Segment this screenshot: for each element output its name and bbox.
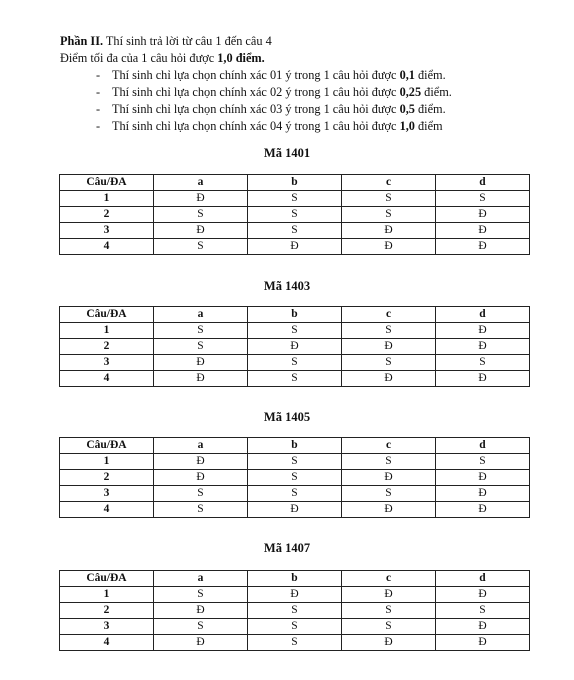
answer-cell: Đ: [342, 502, 436, 518]
column-header-option: a: [154, 175, 248, 191]
table-row: [60, 635, 530, 651]
table-row: [60, 323, 530, 339]
answer-cell: Đ: [436, 323, 530, 339]
answer-cell: Đ: [436, 339, 530, 355]
table-row: [60, 355, 530, 371]
answer-cell: S: [248, 223, 342, 239]
answer-cell: Đ: [248, 587, 342, 603]
table-header-row: [60, 438, 530, 454]
question-number-cell: 4: [60, 502, 154, 518]
answer-cell: Đ: [436, 587, 530, 603]
column-header-option: b: [248, 438, 342, 454]
answer-cell: Đ: [154, 355, 248, 371]
scoring-rule-text: Thí sinh chỉ lựa chọn chính xác 03 ý trong 1 câu hỏi được: [112, 102, 400, 116]
question-number-cell: 2: [60, 603, 154, 619]
table-row: [60, 371, 530, 387]
question-number-cell: 4: [60, 371, 154, 387]
scoring-rule-suffix: điểm.: [414, 102, 446, 116]
table-header-row: [60, 307, 530, 323]
question-number-cell: 1: [60, 454, 154, 470]
column-header-option: b: [248, 571, 342, 587]
answer-cell: S: [248, 635, 342, 651]
section-heading-label: Phần II.: [60, 34, 104, 48]
table-row: [60, 339, 530, 355]
answer-cell: Đ: [436, 239, 530, 255]
exam-code-title: Mã 1405: [263, 410, 311, 424]
answer-cell: Đ: [436, 470, 530, 486]
answer-cell: S: [154, 207, 248, 223]
max-score-line: [60, 50, 540, 67]
answer-cell: S: [154, 619, 248, 635]
question-number-cell: 2: [60, 470, 154, 486]
scoring-rule-score: 0,1: [399, 68, 415, 82]
question-number-cell: 1: [60, 191, 154, 207]
question-number-cell: 1: [60, 587, 154, 603]
column-header-option: c: [342, 175, 436, 191]
table-row: [60, 239, 530, 255]
exam-code-title: Mã 1403: [263, 279, 311, 293]
answer-cell: S: [248, 454, 342, 470]
column-header-option: d: [436, 438, 530, 454]
table-row: [60, 223, 530, 239]
scoring-rule-score: 1,0: [399, 119, 415, 133]
answer-cell: Đ: [436, 371, 530, 387]
answer-cell: Đ: [154, 191, 248, 207]
answer-cell: Đ: [436, 223, 530, 239]
answer-cell: Đ: [436, 207, 530, 223]
answer-cell: S: [342, 323, 436, 339]
column-header-option: c: [342, 438, 436, 454]
answer-cell: Đ: [154, 371, 248, 387]
answer-cell: S: [436, 355, 530, 371]
answer-cell: S: [342, 603, 436, 619]
answer-cell: S: [436, 191, 530, 207]
exam-code-title: Mã 1407: [263, 541, 311, 555]
answer-cell: S: [436, 603, 530, 619]
answer-cell: S: [342, 486, 436, 502]
column-header-option: a: [154, 571, 248, 587]
table-row: [60, 603, 530, 619]
scoring-rule-score: 0,5: [399, 102, 415, 116]
section-heading-text: Thí sinh trả lời từ câu 1 đến câu 4: [103, 34, 272, 48]
answer-cell: Đ: [342, 470, 436, 486]
column-header-option: c: [342, 307, 436, 323]
max-score-value: 1,0 điểm.: [217, 51, 265, 65]
column-header-option: b: [248, 307, 342, 323]
answer-cell: Đ: [248, 239, 342, 255]
answer-cell: Đ: [342, 339, 436, 355]
question-number-cell: 3: [60, 486, 154, 502]
answer-cell: Đ: [342, 223, 436, 239]
question-number-cell: 2: [60, 207, 154, 223]
question-number-cell: 4: [60, 239, 154, 255]
column-header-option: d: [436, 307, 530, 323]
answer-cell: S: [342, 191, 436, 207]
answer-cell: Đ: [342, 635, 436, 651]
answer-cell: Đ: [154, 470, 248, 486]
table-row: [60, 486, 530, 502]
answer-cell: Đ: [436, 635, 530, 651]
answer-cell: S: [248, 619, 342, 635]
answer-cell: Đ: [154, 454, 248, 470]
answer-cell: Đ: [154, 635, 248, 651]
answer-cell: S: [248, 355, 342, 371]
exam-code-title: Mã 1401: [263, 146, 311, 160]
answer-cell: S: [248, 603, 342, 619]
answer-cell: Đ: [342, 371, 436, 387]
column-header-option: a: [154, 307, 248, 323]
column-header-question: Câu/ĐA: [60, 175, 154, 191]
answer-cell: S: [154, 239, 248, 255]
answer-cell: Đ: [342, 239, 436, 255]
answer-cell: S: [342, 454, 436, 470]
answer-cell: Đ: [436, 502, 530, 518]
answer-cell: S: [248, 371, 342, 387]
scoring-rule: [60, 118, 540, 135]
scoring-rule-suffix: điểm: [414, 119, 443, 133]
answer-table: [59, 306, 530, 387]
scoring-rule-text: Thí sinh chỉ lựa chọn chính xác 04 ý trong 1 câu hỏi được: [112, 119, 400, 133]
table-header-row: [60, 571, 530, 587]
scoring-rule: [60, 84, 540, 101]
answer-cell: S: [154, 339, 248, 355]
column-header-option: d: [436, 175, 530, 191]
column-header-option: d: [436, 571, 530, 587]
column-header-option: a: [154, 438, 248, 454]
scoring-rule-suffix: điểm.: [421, 85, 452, 99]
question-number-cell: 4: [60, 635, 154, 651]
answer-cell: S: [248, 191, 342, 207]
scoring-rule: [60, 67, 540, 84]
column-header-option: c: [342, 571, 436, 587]
table-row: [60, 454, 530, 470]
column-header-question: Câu/ĐA: [60, 307, 154, 323]
answer-cell: Đ: [154, 603, 248, 619]
table-row: [60, 502, 530, 518]
answer-cell: S: [248, 470, 342, 486]
max-score-prefix: Điểm tối đa của 1 câu hỏi được: [60, 51, 218, 65]
scoring-rule: [60, 101, 540, 118]
table-row: [60, 470, 530, 486]
answer-cell: S: [342, 355, 436, 371]
table-header-row: [60, 175, 530, 191]
table-row: [60, 587, 530, 603]
answer-cell: S: [154, 587, 248, 603]
answer-table: [59, 570, 530, 651]
scoring-rule-text: Thí sinh chỉ lựa chọn chính xác 02 ý trong 1 câu hỏi được: [112, 85, 400, 99]
scoring-rule-text: Thí sinh chỉ lựa chọn chính xác 01 ý trong 1 câu hỏi được: [112, 68, 400, 82]
question-number-cell: 3: [60, 223, 154, 239]
column-header-option: b: [248, 175, 342, 191]
question-number-cell: 2: [60, 339, 154, 355]
answer-cell: S: [154, 323, 248, 339]
answer-cell: S: [248, 323, 342, 339]
answer-cell: Đ: [342, 587, 436, 603]
table-row: [60, 619, 530, 635]
answer-cell: S: [436, 454, 530, 470]
answer-cell: S: [154, 502, 248, 518]
answer-cell: Đ: [248, 502, 342, 518]
table-row: [60, 207, 530, 223]
question-number-cell: 3: [60, 619, 154, 635]
answer-cell: Đ: [436, 486, 530, 502]
column-header-question: Câu/ĐA: [60, 571, 154, 587]
answer-cell: Đ: [436, 619, 530, 635]
answer-cell: S: [248, 486, 342, 502]
answer-table: [59, 437, 530, 518]
scoring-rule-suffix: điểm.: [414, 68, 446, 82]
column-header-question: Câu/ĐA: [60, 438, 154, 454]
answer-table: [59, 174, 530, 255]
answer-cell: S: [342, 207, 436, 223]
answer-cell: S: [248, 207, 342, 223]
section-intro: [60, 33, 540, 135]
question-number-cell: 1: [60, 323, 154, 339]
table-row: [60, 191, 530, 207]
answer-cell: S: [342, 619, 436, 635]
section-heading: [60, 33, 540, 50]
answer-cell: S: [154, 486, 248, 502]
question-number-cell: 3: [60, 355, 154, 371]
scoring-rule-score: 0,25: [399, 85, 422, 99]
scoring-rules-list: [60, 67, 540, 135]
answer-cell: Đ: [154, 223, 248, 239]
answer-cell: Đ: [248, 339, 342, 355]
